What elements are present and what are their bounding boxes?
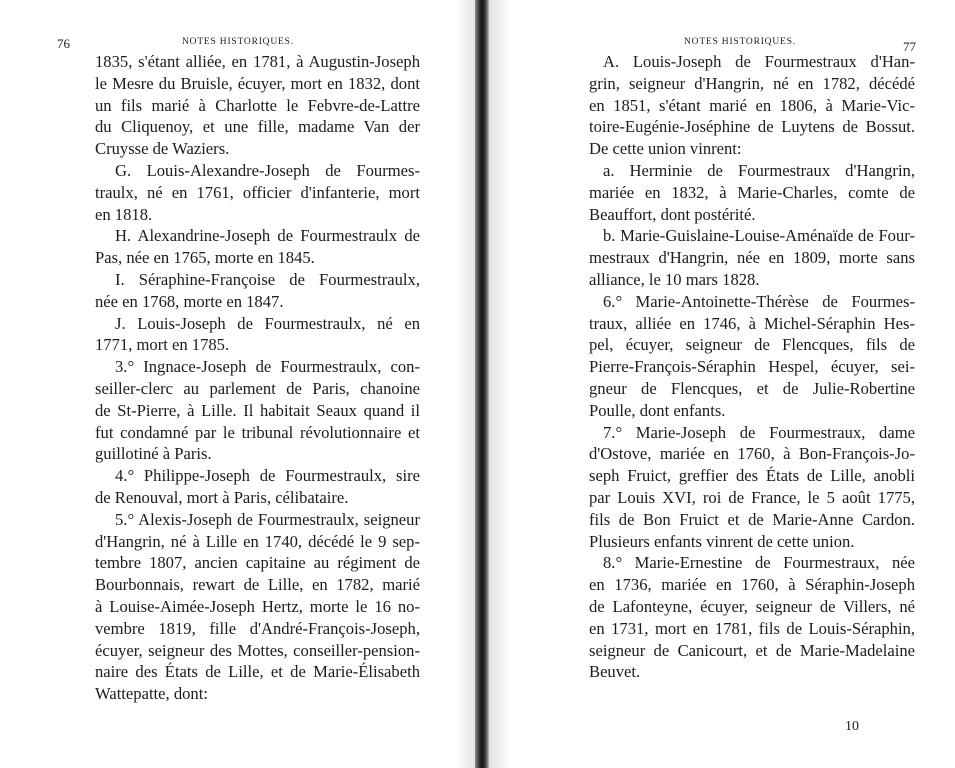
text-line: gneur de Flencques, et de Julie-Robertine (589, 378, 915, 398)
text-line: en 1851, s'étant marié en 1806, à Marie-Vic- (589, 95, 915, 115)
text-line: Bourbonnais, rewart de Lille, en 1782, marié (95, 575, 420, 595)
right-page (489, 0, 955, 768)
text-line: seiller-clerc au parlement de Paris, chanoine (95, 378, 420, 398)
text-line: un fils marié à Charlotte le Febvre-de-Lattre (95, 95, 420, 115)
text-line: 8.° Marie-Ernestine de Fourmestraux, née (603, 553, 915, 573)
left-page (0, 0, 475, 768)
text-line: I. Séraphine-Françoise de Fourmestraulx, (115, 269, 420, 289)
text-line: de Lafonteyne, écuyer, seigneur de Villers, né (589, 596, 915, 616)
text-line: par Louis XVI, roi de France, le 5 août 1775, (589, 487, 915, 507)
running-head: NOTES HISTORIQUES. (684, 37, 796, 47)
page-number: 76 (57, 36, 70, 51)
signature-mark: 10 (845, 719, 859, 734)
text-line: A. Louis-Joseph de Fourmestraux d'Han- (603, 52, 915, 71)
text-line: d'Hangrin, né à Lille en 1740, décédé le 9 sep- (95, 531, 420, 551)
text-line: tembre 1807, ancien capitaine au régiment de (95, 553, 420, 573)
left-page-text (95, 51, 420, 705)
text-line: Plusieurs enfants vinrent de cette union. (589, 531, 855, 551)
text-line: pel, écuyer, seigneur de Flencques, fils de (589, 335, 915, 355)
text-line: fut condamné par le tribunal révolutionnaire et (95, 422, 420, 442)
text-line: en 1818. (95, 204, 153, 224)
text-line: de St-Pierre, à Lille. Il habitait Seaux quand il (95, 400, 420, 420)
text-line: 1771, mort en 1785. (95, 335, 230, 355)
text-line: née en 1768, morte en 1847. (95, 291, 284, 311)
text-line: De cette union vinrent: (589, 139, 742, 159)
text-line: a. Herminie de Fourmestraux d'Hangrin, (603, 160, 915, 180)
text-line: 5.° Alexis-Joseph de Fourmestraulx, seigneur (115, 509, 420, 529)
text-line: en 1736, mariée en 1760, à Séraphin-Joseph (589, 575, 915, 595)
text-line: Beuvet. (589, 662, 641, 682)
text-line: grin, seigneur d'Hangrin, né en 1782, décédé (589, 73, 915, 93)
text-line: Poulle, dont enfants. (589, 400, 726, 420)
text-line: seph Fruict, greffier des États de Lille, anobli (589, 466, 915, 486)
text-line: seigneur de Canicourt, et de Marie-Madelaine (589, 640, 915, 660)
text-line: d'Ostove, mariée en 1760, à Bon-François-Jo- (589, 444, 915, 464)
text-line: 3.° Ingnace-Joseph de Fourmestraulx, con- (115, 357, 420, 377)
text-line: à Louise-Aimée-Joseph Hertz, morte le 16 no- (95, 596, 420, 616)
running-head: NOTES HISTORIQUES. (182, 37, 294, 47)
text-line: de Renouval, mort à Paris, célibataire. (95, 487, 349, 507)
book-gutter (475, 0, 489, 768)
text-line: en 1731, mort en 1781, fils de Louis-Séraphin, (589, 618, 915, 638)
text-line: guillotiné à Paris. (95, 444, 212, 464)
text-line: b. Marie-Guislaine-Louise-Aménaïde de Four- (603, 226, 915, 246)
text-line: vembre 1819, fille d'André-François-Joseph, (95, 618, 420, 638)
text-line: du Cliquenoy, et une fille, madame Van der (95, 117, 420, 137)
text-line: Cruysse de Waziers. (95, 139, 230, 159)
text-line: Beauffort, dont postérité. (589, 204, 756, 224)
text-line: naire des États de Lille, et de Marie-Élisabeth (95, 662, 420, 682)
text-line: traulx, né en 1761, officier d'infanterie, mort (95, 182, 420, 202)
text-line: J. Louis-Joseph de Fourmestraulx, né en (115, 313, 420, 333)
text-line: 6.° Marie-Antoinette-Thérèse de Fourmes- (603, 291, 915, 311)
text-line: toire-Eugénie-Joséphine de Luytens de Bossut. (589, 117, 915, 137)
text-line: écuyer, seigneur des Mottes, conseiller-pension- (95, 640, 420, 660)
right-page-text (589, 51, 915, 683)
text-line: 1835, s'étant alliée, en 1781, à Augustin-Joseph (95, 52, 420, 71)
text-line: Pas, née en 1765, morte en 1845. (95, 248, 315, 268)
text-line: mestraux d'Hangrin, née en 1809, morte sans (589, 248, 915, 268)
text-line: 4.° Philippe-Joseph de Fourmestraulx, sire (115, 466, 420, 486)
text-line: 7.° Marie-Joseph de Fourmestraux, dame (603, 422, 915, 442)
text-line: le Mesre du Bruisle, écuyer, mort en 1832, dont (95, 73, 420, 93)
text-line: Pierre-François-Séraphin Hespel, écuyer, sei- (589, 357, 915, 377)
page-number: 77 (903, 39, 916, 54)
text-line: G. Louis-Alexandre-Joseph de Fourmes- (115, 160, 420, 180)
text-line: fils de Bon Fruict et de Marie-Anne Cardon. (589, 509, 915, 529)
text-line: H. Alexandrine-Joseph de Fourmestraulx de (115, 226, 420, 246)
text-line: mariée en 1832, à Marie-Charles, comte de (589, 182, 915, 202)
text-line: Wattepatte, dont: (95, 684, 208, 704)
text-line: traux, alliée en 1746, à Michel-Séraphin Hes- (589, 313, 915, 333)
text-line: alliance, le 10 mars 1828. (589, 269, 760, 289)
